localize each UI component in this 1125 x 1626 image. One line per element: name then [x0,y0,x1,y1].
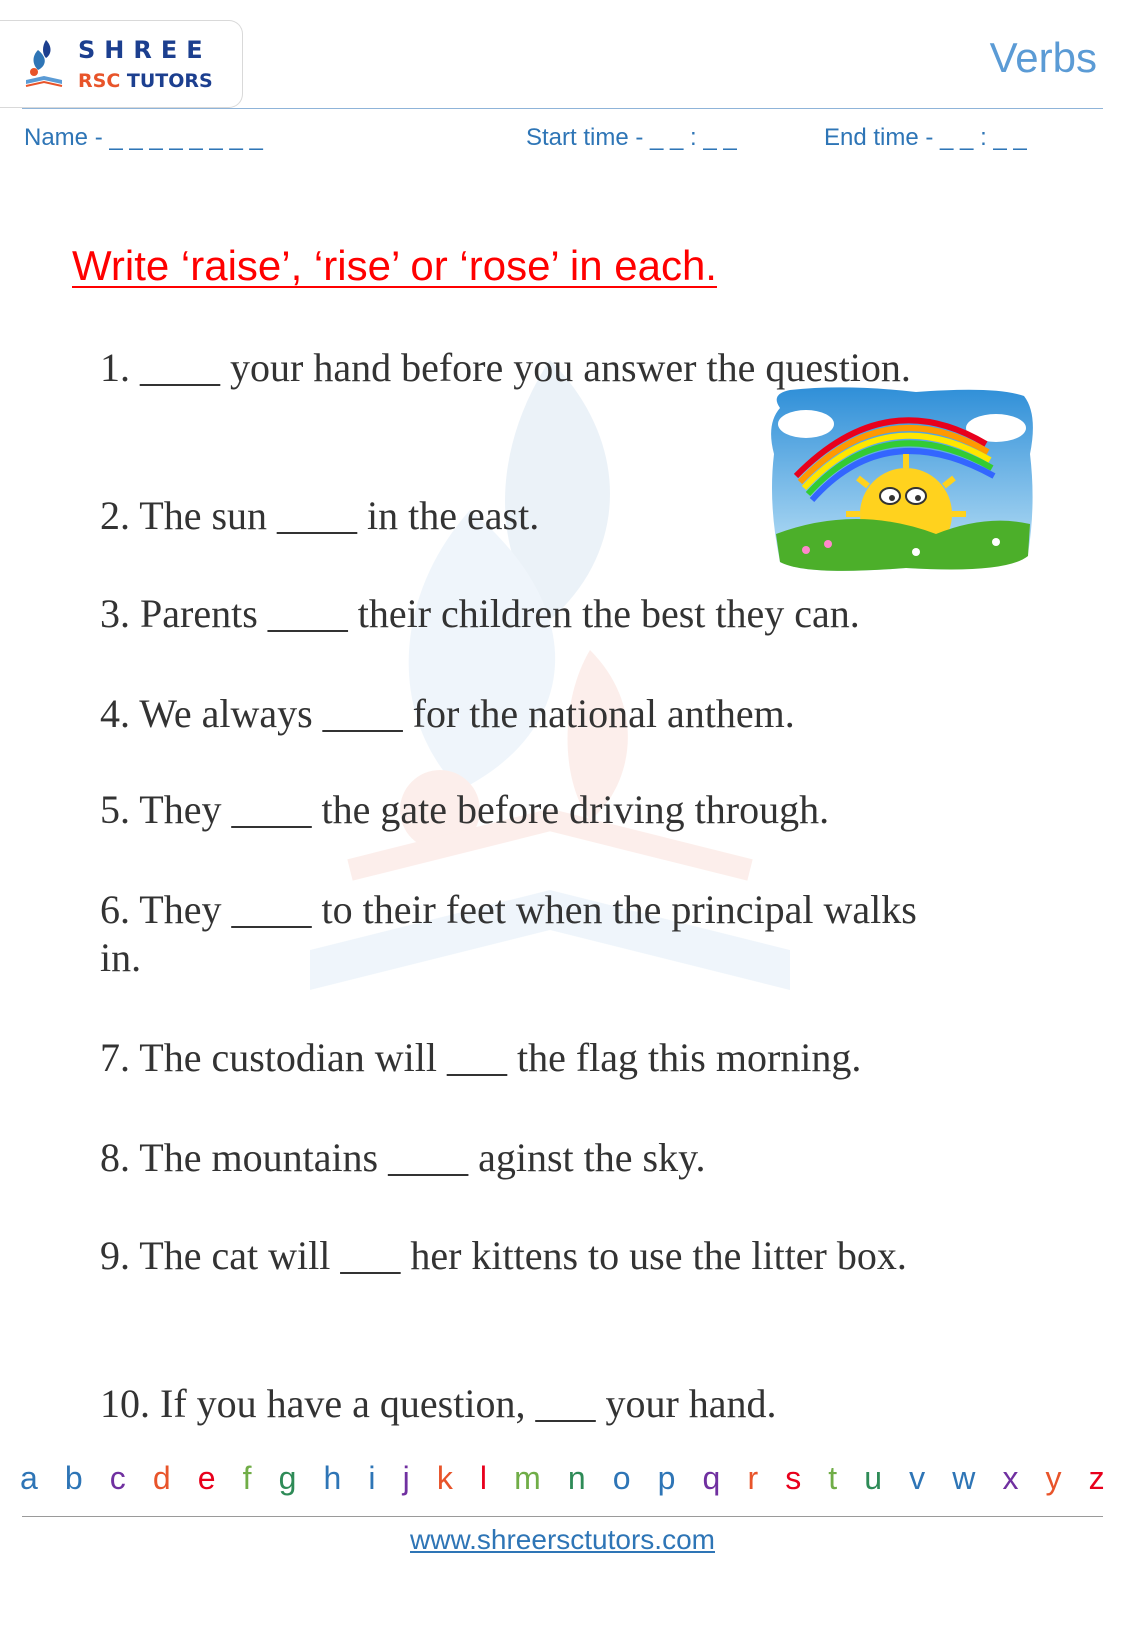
alphabet-letter-z: z [1088,1460,1105,1496]
question-5: 5. They ____ the gate before driving through. [100,787,830,832]
question-3: 3. Parents ____ their children the best they can. [100,591,860,636]
alphabet-letter-i: i [368,1460,376,1496]
question-7: 7. The custodian will ___ the flag this morning. [100,1035,862,1080]
alphabet-letter-y: y [1045,1460,1062,1496]
alphabet-letter-r: r [747,1460,759,1496]
question-8: 8. The mountains ____ aginst the sky. [100,1135,706,1180]
alphabet-letter-v: v [909,1460,926,1496]
logo-title: SHREE [78,36,212,64]
header-divider [22,108,1103,109]
alphabet-letter-n: n [567,1460,586,1496]
alphabet-letter-h: h [323,1460,342,1496]
alphabet-letter-f: f [242,1460,252,1496]
logo-icon [22,36,66,88]
alphabet-letter-q: q [702,1460,721,1496]
start-time-field: Start time - _ _ : _ _ [526,124,737,151]
alphabet-letter-j: j [402,1460,410,1496]
alphabet-letter-w: w [952,1460,976,1496]
alphabet-letter-c: c [109,1460,126,1496]
end-time-field: End time - _ _ : _ _ [824,124,1027,151]
question-2: 2. The sun ____ in the east. [100,493,540,538]
alphabet-letter-d: d [152,1460,171,1496]
sun-rainbow-picture [766,384,1038,576]
alphabet-letter-u: u [864,1460,883,1496]
alphabet-letter-a: a [20,1460,38,1496]
footer-website-link[interactable]: www.shreersctutors.com [410,1524,715,1555]
alphabet-letter-k: k [436,1460,453,1496]
footer-divider [22,1516,1103,1517]
alphabet-strip [20,1460,1105,1510]
question-4: 4. We always ____ for the national anthem. [100,691,795,736]
logo-subtitle-rest: TUTORS [120,70,213,92]
alphabet-letter-o: o [612,1460,631,1496]
alphabet-letter-l: l [479,1460,488,1496]
instruction-heading: Write ‘raise’, ‘rise’ or ‘rose’ in each. [72,242,717,289]
logo-subtitle-accent: RSC [78,70,121,92]
alphabet-letter-p: p [657,1460,676,1496]
alphabet-letter-e: e [197,1460,216,1496]
alphabet-letter-g: g [278,1460,297,1496]
alphabet-letter-m: m [514,1460,541,1496]
worksheet-topic: Verbs [989,34,1097,81]
alphabet-letter-b: b [64,1460,83,1496]
question-9: 9. The cat will ___ her kittens to use the litter box. [100,1233,907,1278]
logo-subtitle [78,70,213,92]
alphabet-letter-x: x [1002,1460,1019,1496]
question-6: 6. They ____ to their feet when the principal walks in. [100,887,917,980]
question-10: 10. If you have a question, ___ your hand. [100,1381,777,1426]
alphabet-letter-s: s [785,1460,802,1496]
name-field: Name - _ _ _ _ _ _ _ _ [24,124,263,151]
alphabet-letter-t: t [828,1460,838,1496]
question-1: 1. ____ your hand before you answer the question. [100,345,911,390]
